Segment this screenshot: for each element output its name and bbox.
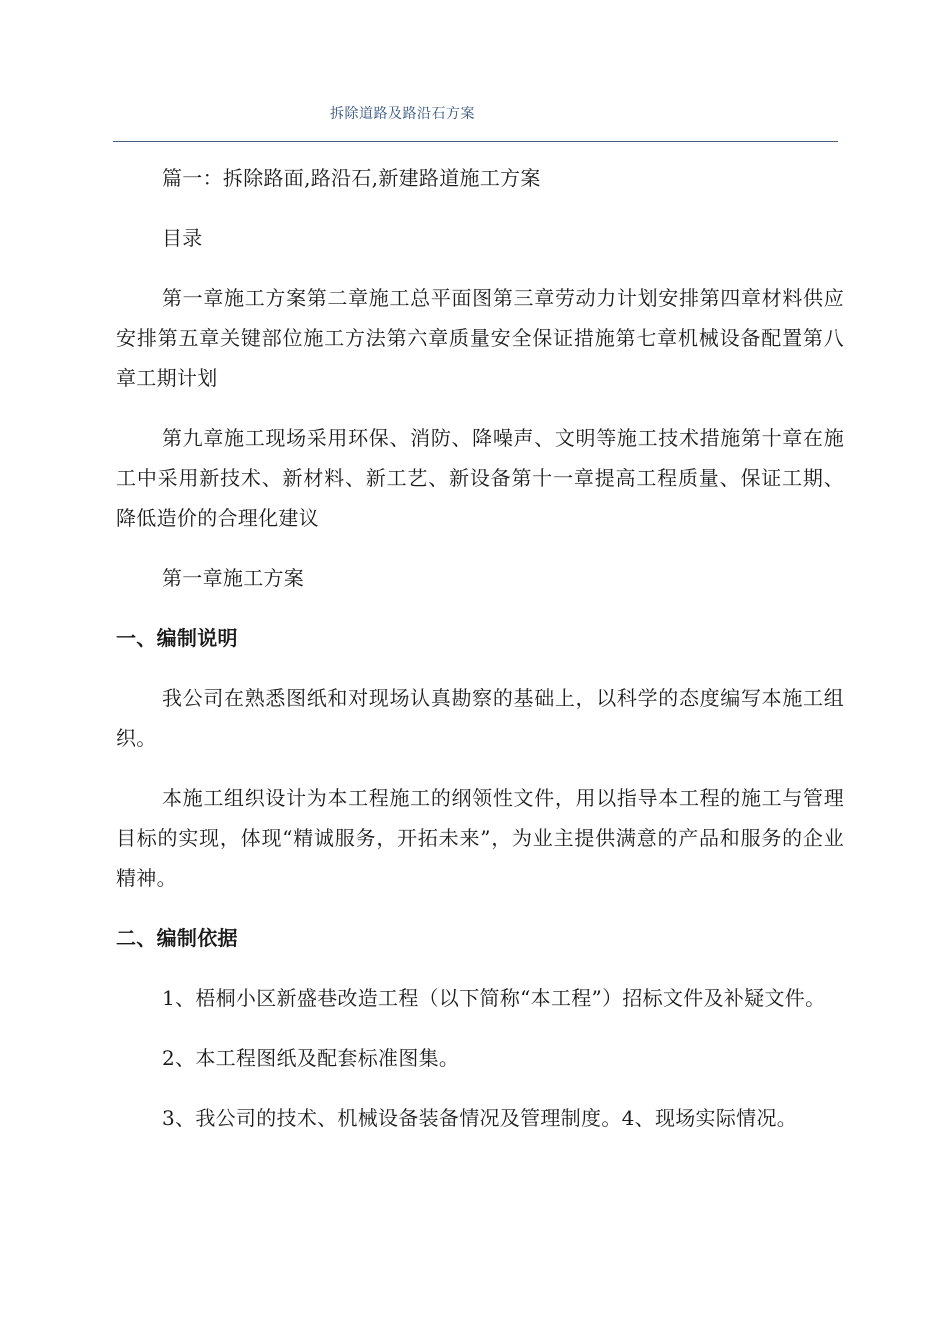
section-heading-compilation-notes: 一、编制说明 — [116, 626, 238, 650]
chapter-one-title: 第一章施工方案 — [162, 566, 305, 590]
basis-item-1: 1、梧桐小区新盛巷改造工程（以下简称“本工程”）招标文件及补疑文件。 — [162, 986, 826, 1010]
paragraph-compilation-purpose: 本施工组织设计为本工程施工的纲领性文件，用以指导本工程的施工与管理目标的实现，体现“精诚服务，开拓未来”，为业主提供满意的产品和服务的企业精神。 — [116, 786, 844, 890]
header-divider — [113, 141, 838, 142]
paragraph-compilation-intro: 我公司在熟悉图纸和对现场认真勘察的基础上，以科学的态度编写本施工组织。 — [116, 686, 844, 750]
toc-chapters-9-11: 第九章施工现场采用环保、消防、降噪声、文明等施工技术措施第十章在施工中采用新技术、新材料、新工艺、新设备第十一章提高工程质量、保证工期、降低造价的合理化建议 — [116, 426, 844, 530]
basis-item-3-4: 3、我公司的技术、机械设备装备情况及管理制度。4、现场实际情况。 — [162, 1106, 798, 1130]
document-body — [116, 158, 844, 1158]
toc-chapters-1-8: 第一章施工方案第二章施工总平面图第三章劳动力计划安排第四章材料供应安排第五章关键部位施工方法第六章质量安全保证措施第七章机械设备配置第八章工期计划 — [116, 286, 844, 390]
basis-item-2: 2、本工程图纸及配套标准图集。 — [162, 1046, 460, 1070]
page-header-title: 拆除道路及路沿石方案 — [330, 106, 475, 122]
section-heading-compilation-basis: 二、编制依据 — [116, 926, 238, 950]
toc-heading: 目录 — [162, 226, 203, 250]
article-title: 篇一：拆除路面,路沿石,新建路道施工方案 — [162, 166, 541, 190]
